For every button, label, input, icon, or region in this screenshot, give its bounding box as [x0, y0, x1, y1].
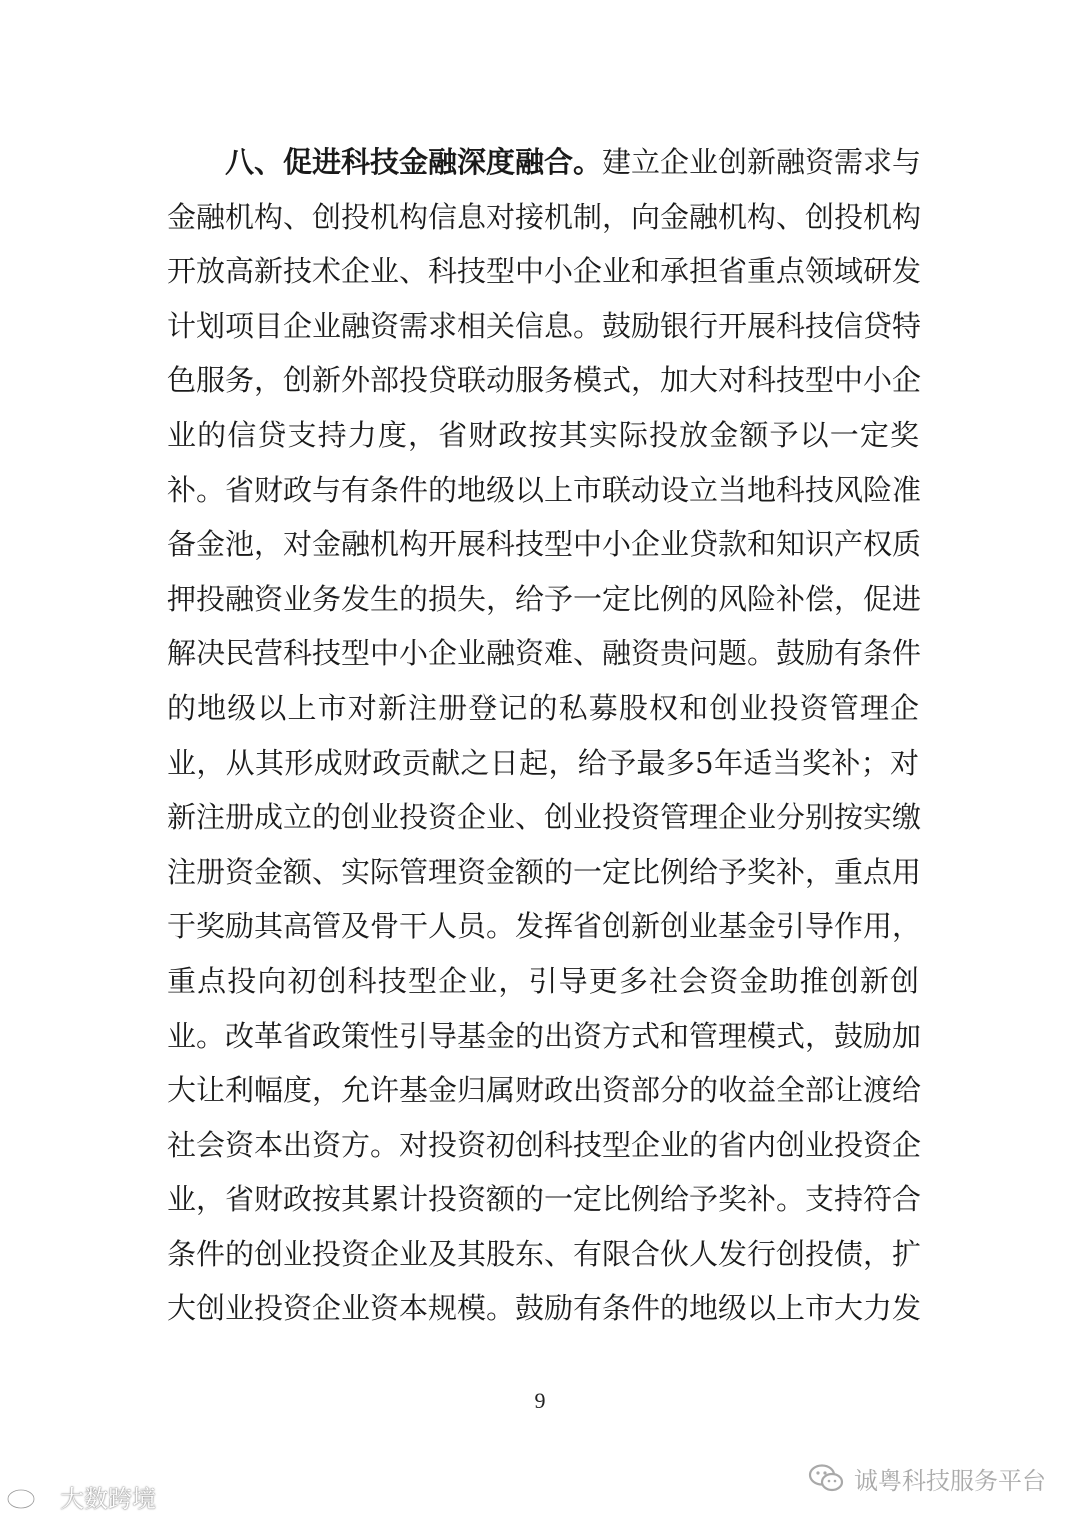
page-number: 9	[534, 1388, 546, 1413]
text-line: 业，从其形成财政贡献之日起，给予最多5年适当奖补；对	[167, 745, 919, 780]
body-text	[167, 135, 922, 1336]
text-line: 大创业投资企业资本规模。鼓励有条件的地级以上市大力发	[167, 1291, 922, 1326]
text-line: 业的信贷支持力度，省财政按其实际投放金额予以一定奖	[167, 417, 919, 452]
text-line: 备金池，对金融机构开展科技型中小企业贷款和知识产权质	[167, 527, 922, 562]
text-line: 大让利幅度，允许基金归属财政出资部分的收益全部让渡给	[167, 1073, 922, 1108]
text-line: 金融机构、创投机构信息对接机制，向金融机构、创投机构	[167, 199, 922, 234]
text-line: 补。省财政与有条件的地级以上市联动设立当地科技风险准	[167, 472, 922, 507]
text-line: 计划项目企业融资需求相关信息。鼓励银行开展科技信贷特	[167, 308, 922, 343]
text-line: 新注册成立的创业投资企业、创业投资管理企业分别按实缴	[167, 800, 922, 835]
paragraph-first-line	[167, 135, 922, 190]
watermark-left	[4, 1476, 156, 1516]
watermark-right	[808, 1458, 1046, 1498]
text-line: 的地级以上市对新注册登记的私募股权和创业投资管理企	[167, 690, 919, 725]
text-line: 业，省财政按其累计投资额的一定比例给予奖补。支持符合	[167, 1182, 922, 1217]
text-line: 社会资本出资方。对投资初创科技型企业的省内创业投资企	[167, 1127, 922, 1162]
text-line: 条件的创业投资企业及其股东、有限合伙人发行创投债，扩	[167, 1236, 922, 1271]
watermark-left-text: 大数跨境	[60, 1484, 156, 1513]
text-line: 注册资金额、实际管理资金额的一定比例给予奖补，重点用	[167, 854, 922, 889]
text-line: 押投融资业务发生的损失，给予一定比例的风险补偿，促进	[167, 581, 922, 616]
section-heading: 八、促进科技金融深度融合。	[225, 145, 603, 179]
text-line: 于奖励其高管及骨干人员。发挥省创新创业基金引导作用，	[167, 909, 922, 944]
weibo-logo-icon	[4, 1481, 54, 1511]
text-line: 建立企业创新融资需求与	[602, 145, 922, 179]
wechat-icon	[808, 1463, 844, 1493]
text-line: 业。改革省政策性引导基金的出资方式和管理模式，鼓励加	[167, 1018, 922, 1053]
text-line: 重点投向初创科技型企业，引导更多社会资金助推创新创	[167, 963, 919, 998]
watermark-right-text: 诚粤科技服务平台	[854, 1466, 1046, 1495]
text-line: 色服务，创新外部投贷联动服务模式，加大对科技型中小企	[167, 363, 922, 398]
text-line: 解决民营科技型中小企业融资难、融资贵问题。鼓励有条件	[167, 636, 922, 671]
text-line: 开放高新技术企业、科技型中小企业和承担省重点领域研发	[167, 254, 922, 289]
